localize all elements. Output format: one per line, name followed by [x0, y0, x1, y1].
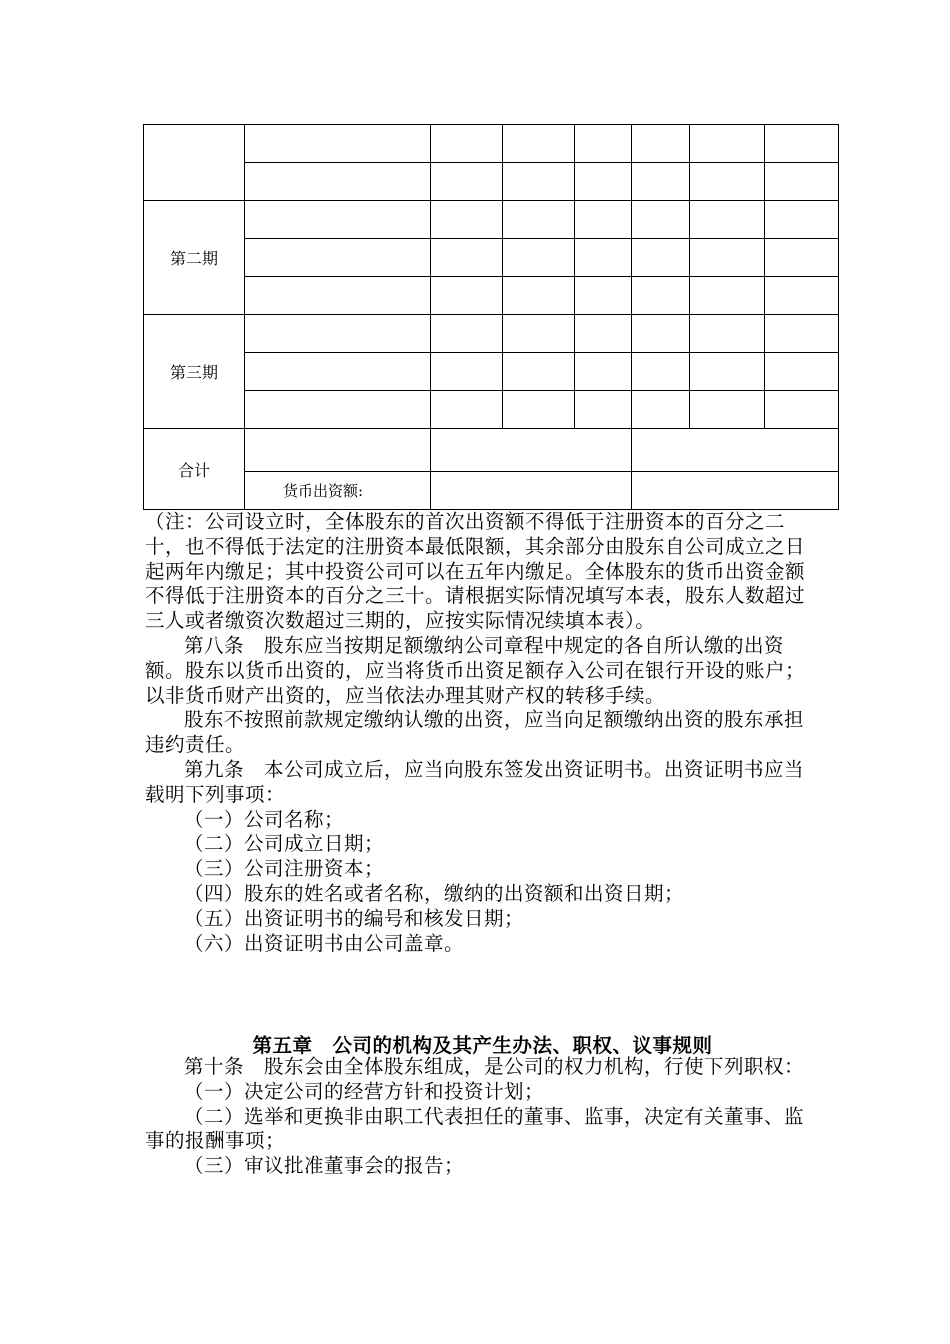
article9-item: （三）公司注册资本；	[184, 857, 385, 881]
article8-paragraph: 第八条 股东应当按期足额缴纳公司章程中规定的各自所认缴的出资额。股东以货币出资的，应当将货币出资足额存入公司在银行开设的账户；以非货币财产出资的，应当依法办理其财产权的转移手续。	[145, 633, 806, 707]
article8-liability: 股东不按照前款规定缴纳认缴的出资，应当向足额缴纳出资的股东承担违约责任。	[145, 708, 805, 757]
chapter-title: 第五章 公司的机构及其产生办法、职权、议事规则	[252, 1034, 713, 1057]
article9-item: （五）出资证明书的编号和核发日期；	[184, 906, 525, 930]
article9-item: （六）出资证明书由公司盖章。	[184, 931, 465, 955]
article10-item: （二）选举和更换非由职工代表担任的董事、监事，决定有关董事、监事的报酬事项；	[145, 1104, 805, 1153]
article9-item: （一）公司名称；	[184, 807, 345, 831]
period2-label: 第二期	[144, 201, 245, 315]
article10-item: （三）审议批准董事会的报告；	[184, 1154, 465, 1178]
period1-cell	[144, 125, 245, 201]
article9-item: （二）公司成立日期；	[184, 832, 385, 856]
article9-item: （四）股东的姓名或者名称，缴纳的出资额和出资日期；	[184, 881, 685, 905]
article9-intro: 第九条 本公司成立后，应当向股东签发出资证明书。出资证明书应当载明下列事项：	[145, 757, 805, 806]
article10-item: （一）决定公司的经营方针和投资计划；	[184, 1079, 545, 1103]
cash-contribution-label: 货币出资额:	[245, 472, 431, 510]
contribution-table	[143, 124, 839, 510]
chapter5-text	[145, 1055, 820, 1179]
total-label: 合计	[144, 429, 245, 510]
note-paragraph: （注：公司设立时，全体股东的首次出资额不得低于注册资本的百分之二十，也不得低于法定的注册资本最低限额，其余部分由股东自公司成立之日起两年内缴足；其中投资公司可以在五年内缴足。全体股东的货币出资金额不得低于注册资本的百分之三十。请根据实际情况填写本表，股东人数超过三人或者缴资次数超过三期的，应按实际情况续填本表）。	[145, 510, 806, 633]
period3-label: 第三期	[144, 315, 245, 429]
article10-intro: 第十条 股东会由全体股东组成，是公司的权力机构，行使下列职权：	[184, 1055, 805, 1078]
body-text	[145, 510, 820, 956]
